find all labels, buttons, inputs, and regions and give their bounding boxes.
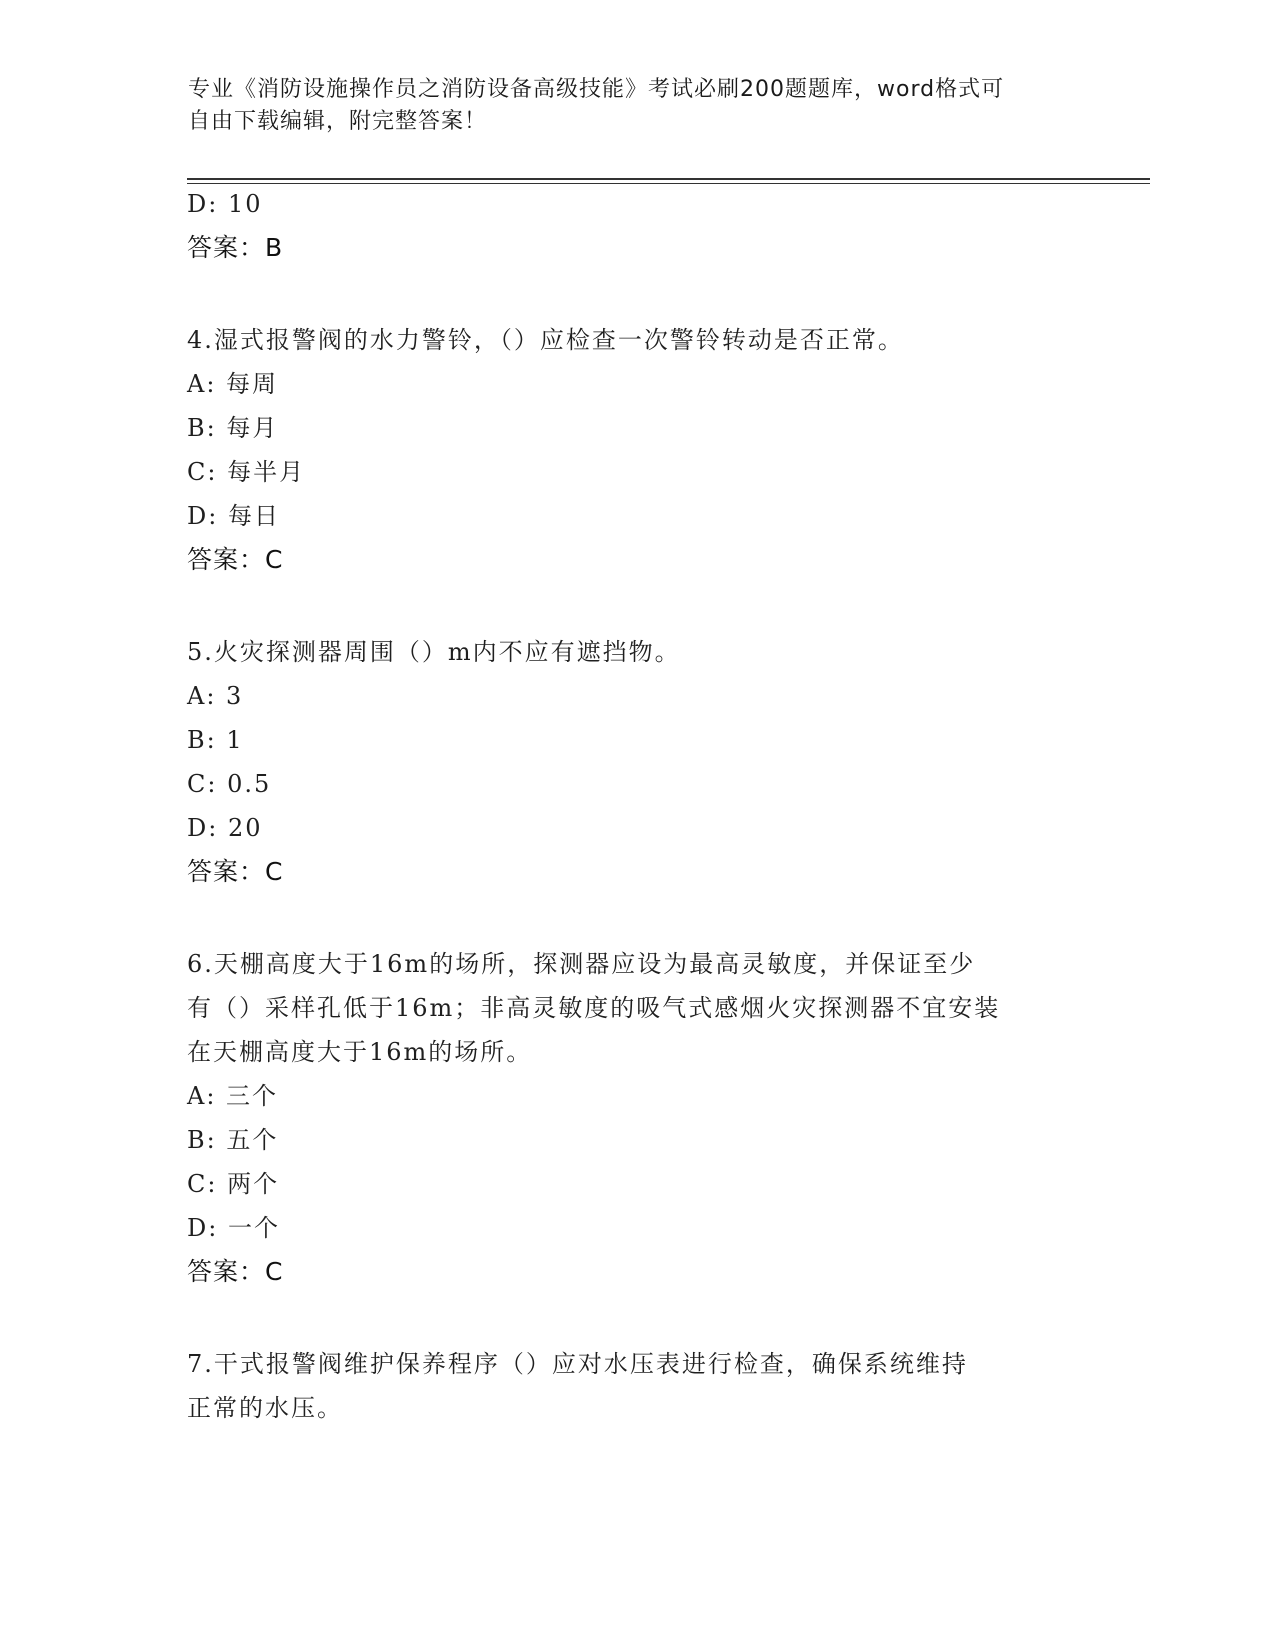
q4-option-d: D: 每日 xyxy=(187,502,280,530)
q6-option-b: B: 五个 xyxy=(187,1126,279,1154)
q4-option-a: A: 每周 xyxy=(187,370,279,398)
q7-stem-line-1: 7.干式报警阀维护保养程序（）应对水压表进行检查，确保系统维持 xyxy=(187,1350,968,1378)
q4-answer: 答案：C xyxy=(187,545,284,574)
q5-stem-line-1: 5.火灾探测器周围（）m内不应有遮挡物。 xyxy=(187,638,681,666)
q4-stem-line-1: 4.湿式报警阀的水力警铃，（）应检查一次警铃转动是否正常。 xyxy=(187,326,904,354)
q5-option-c: C: 0.5 xyxy=(187,770,272,798)
q6-stem-line-2: 有（）采样孔低于16m；非高灵敏度的吸气式感烟火灾探测器不宜安装 xyxy=(187,994,1001,1022)
q6-option-d: D: 一个 xyxy=(187,1214,280,1242)
header-line-1: 专业《消防设施操作员之消防设备高级技能》考试必刷200题题库，word格式可 xyxy=(188,77,1005,102)
q6-stem-line-1: 6.天棚高度大于16m的场所，探测器应设为最高灵敏度，并保证至少 xyxy=(187,950,976,978)
q4-option-c: C: 每半月 xyxy=(187,458,306,486)
prev-answer: 答案：B xyxy=(187,233,284,262)
q6-option-c: C: 两个 xyxy=(187,1170,280,1198)
q5-option-d: D: 20 xyxy=(187,814,263,842)
q5-option-a: A: 3 xyxy=(187,682,244,710)
q5-option-b: B: 1 xyxy=(187,726,244,754)
header-divider-thick xyxy=(187,178,1150,180)
q6-stem-line-3: 在天棚高度大于16m的场所。 xyxy=(187,1038,533,1066)
header-divider-thin xyxy=(187,183,1150,184)
q7-stem-line-2: 正常的水压。 xyxy=(187,1394,343,1422)
q6-option-a: A: 三个 xyxy=(187,1082,279,1110)
header-line-2: 自由下载编辑，附完整答案！ xyxy=(188,109,488,134)
document-header xyxy=(188,74,1068,138)
q5-answer: 答案：C xyxy=(187,857,284,886)
q4-option-b: B: 每月 xyxy=(187,414,279,442)
prev-option-d: D: 10 xyxy=(187,190,263,218)
q6-answer: 答案：C xyxy=(187,1257,284,1286)
